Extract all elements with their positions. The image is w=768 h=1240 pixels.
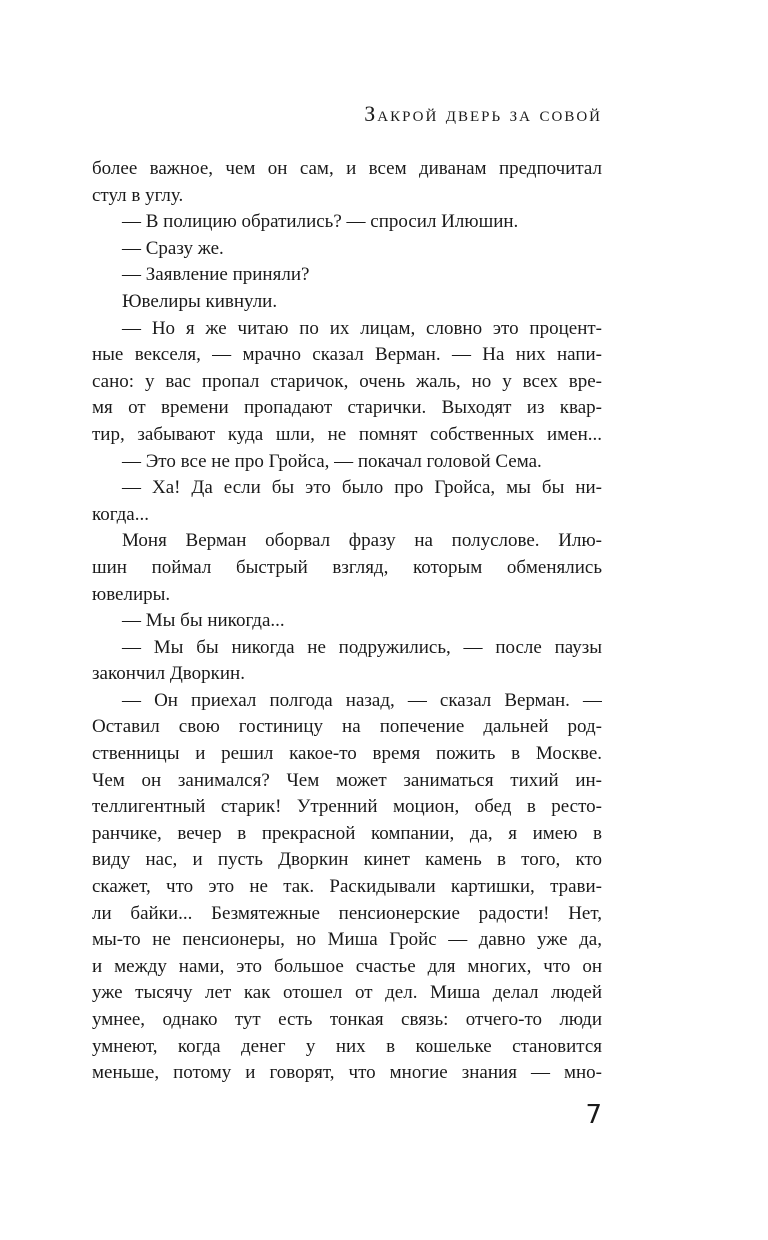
text-line: стул в углу.: [92, 184, 184, 206]
text-line: — Он приехал полгода назад, — сказал Верман. —: [122, 689, 602, 711]
text-line: Чем он занимался? Чем может заниматься тихий ин-: [92, 769, 602, 791]
text-line: ранчике, вечер в прекрасной компании, да, я имею в: [92, 822, 602, 844]
text-line: — Это все не про Гройса, — покачал головой Сема.: [122, 450, 542, 472]
text-line: Моня Верман оборвал фразу на полуслове. Илю-: [122, 530, 602, 552]
text-line: Ювелиры кивнули.: [122, 290, 278, 312]
text-line: мя от времени пропадают старички. Выходят из квар-: [92, 397, 602, 419]
text-line: Оставил свою гостиницу на попечение дальней род-: [92, 716, 602, 738]
running-head: Закрой дверь за совой: [364, 101, 602, 126]
text-line: закончил Дворкин.: [92, 663, 245, 685]
page-number: 7: [585, 1100, 602, 1130]
text-line: более важное, чем он сам, и всем диванам предпочитал: [92, 158, 602, 179]
text-line: — Заявление приняли?: [122, 264, 310, 286]
text-line: — Сразу же.: [122, 237, 224, 259]
text-line: — В полицию обратились? — спросил Илюшин.: [122, 211, 519, 233]
text-line: ные векселя, — мрачно сказал Верман. — На них напи-: [92, 344, 602, 366]
text-line: умнеют, когда денег у них в кошельке становится: [92, 1035, 602, 1057]
text-line: — Мы бы никогда...: [122, 610, 285, 632]
text-line: виду нас, и пусть Дворкин кинет камень в того, кто: [92, 849, 602, 871]
text-line: — Но я же читаю по их лицам, словно это процент-: [122, 317, 602, 339]
text-line: ственницы и решил какое-то время пожить в Москве.: [92, 743, 602, 765]
text-line: — Ха! Да если бы это было про Гройса, мы бы ни-: [122, 477, 602, 499]
text-line: мы-то не пенсионеры, но Миша Гройс — давно уже да,: [92, 929, 602, 951]
text-line: сано: у вас пропал старичок, очень жаль, но у всех вре-: [92, 370, 602, 392]
text-line: и между нами, это большое счастье для многих, что он: [92, 955, 602, 977]
text-line: тир, забывают куда шли, не помнят собственных имен...: [92, 423, 602, 445]
text-line: — Мы бы никогда не подружились, — после паузы: [122, 636, 602, 658]
text-line: меньше, потому и говорят, что многие знания — мно-: [92, 1062, 602, 1084]
text-line: ювелиры.: [92, 583, 171, 605]
text-line: ли байки... Безмятежные пенсионерские радости! Нет,: [92, 902, 602, 924]
text-line: шин поймал быстрый взгляд, которым обменялись: [92, 556, 602, 578]
text-line: умнее, однако тут есть тонкая связь: отчего-то люди: [92, 1009, 602, 1030]
body-text: [92, 156, 602, 1087]
text-line: уже тысячу лет как отошел от дел. Миша делал людей: [92, 982, 602, 1004]
text-line: скажет, что это не так. Раскидывали картишки, трави-: [92, 876, 602, 898]
text-line: когда...: [92, 503, 149, 525]
text-line: теллигентный старик! Утренний моцион, обед в ресто-: [92, 796, 602, 818]
